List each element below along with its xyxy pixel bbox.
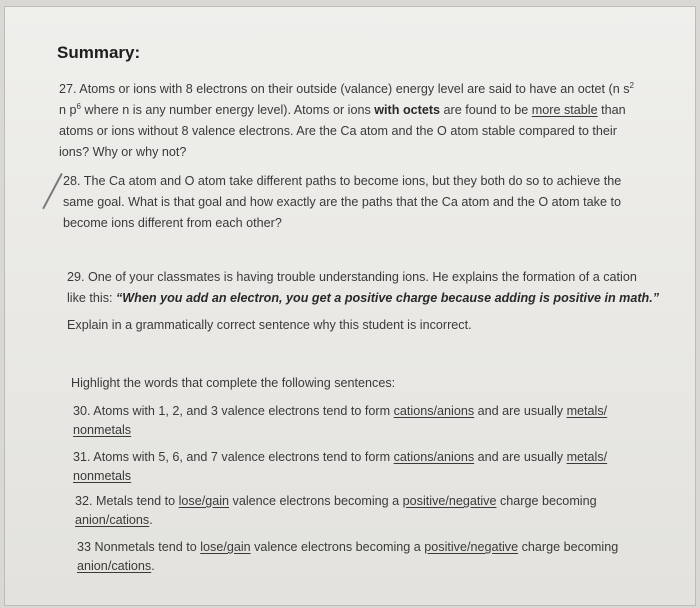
q27-line-1: 27. Atoms or ions with 8 electrons on their outside (valance) energy level are said to have an octet (n $s^2$	[59, 80, 634, 96]
q33-line-1: 33 Nonmetals tend to lose/gain valence electrons becoming a positive/negative charge becoming	[77, 540, 619, 554]
q28-line-2: same goal. What is that goal and how exactly are the paths that the Ca atom and the O atom take to	[63, 195, 621, 209]
q30-line-1: 30. Atoms with 1, 2, and 3 valence electrons tend to form cations/anions and are usually metals/	[73, 404, 608, 418]
summary-heading: Summary:	[57, 43, 141, 62]
q31-choice-nonmetals[interactable]: nonmetals	[73, 469, 132, 483]
q32-line-2: anion/cations.	[75, 513, 153, 527]
q28-line-3: become ions different from each other?	[63, 216, 282, 230]
q31-line-1: 31. Atoms with 5, 6, and 7 valence electrons tend to form cations/anions and are usually metals/	[73, 450, 608, 464]
q29-line-3: Explain in a grammatically correct sentence why this student is incorrect.	[67, 318, 472, 332]
highlight-instruction: Highlight the words that complete the following sentences:	[71, 376, 396, 390]
q29-line-1: 29. One of your classmates is having trouble understanding ions. He explains the formation of a cation	[67, 270, 637, 284]
q31-line-2	[73, 466, 131, 487]
q30-choice-cations-anions[interactable]: cations/anions	[393, 404, 475, 418]
q33-line-2: anion/cations.	[77, 559, 155, 573]
q32-choice-positive-negative[interactable]: positive/negative	[402, 494, 497, 508]
q31-choice-metals[interactable]: metals/	[566, 450, 608, 464]
q28-line-1: 28. The Ca atom and O atom take different paths to become ions, but they both do so to achieve the	[63, 174, 622, 188]
q27-line-4: ions? Why or why not?	[59, 145, 187, 159]
q27-line-3: atoms or ions without 8 valence electrons. Are the Ca atom and the O atom stable compared to their	[59, 124, 617, 138]
q33-choice-positive-negative[interactable]: positive/negative	[424, 540, 519, 554]
q31-choice-cations-anions[interactable]: cations/anions	[393, 450, 475, 464]
q27-line-2: n $p^6$ where n is any number energy level). Atoms or ions with octets are found to be more stable than	[59, 101, 626, 117]
q30-choice-metals[interactable]: metals/	[566, 404, 608, 418]
worksheet-page	[4, 6, 696, 606]
q30-line-2	[73, 420, 131, 441]
q29-line-2: like this: “When you add an electron, you get a positive charge because adding is positive in math.”	[67, 291, 660, 305]
q33-choice-anion-cations[interactable]: anion/cations	[77, 559, 152, 573]
q30-choice-nonmetals[interactable]: nonmetals	[73, 423, 132, 437]
pen-mark	[42, 173, 63, 209]
q32-choice-anion-cations[interactable]: anion/cations	[75, 513, 150, 527]
q32-choice-lose-gain[interactable]: lose/gain	[178, 494, 230, 508]
q32-line-1: 32. Metals tend to lose/gain valence electrons becoming a positive/negative charge becoming	[75, 494, 597, 508]
q33-choice-lose-gain[interactable]: lose/gain	[200, 540, 251, 554]
